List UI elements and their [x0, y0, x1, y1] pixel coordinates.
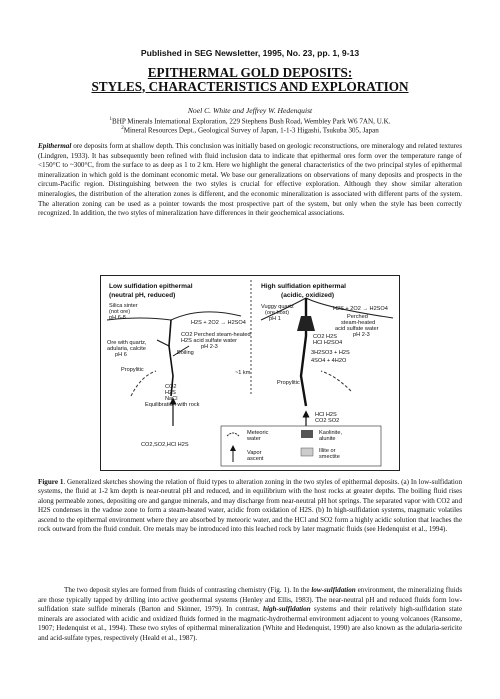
silica-label-1: Silica sinter — [109, 303, 138, 309]
caption-text: . Generalized sketches showing the relation of fluid types to alteration zoning in the two styles of epithermal deposits. (a) In low-sulfidation systems, the fluid at 1-2 km depth is near-neutral pH and reduced, and in equilibrium with the host rocks at greater depths. The boiling fluid rises along permeable zones, depositing ore and gangue minerals, and may discharge from near-neutral pH hot springs. The separated vapor with CO2 and H2S condenses in the vadose zone to form a steam-heated water, acidic from oxidation of H2S. (b) In high-sulfidation systems, magmatic volatiles ascend to the epithermal environment where they are absorbed by meteoric water, and the HCl and SO2 form a highly acidic solution that leaches the rock outward from the fluid conduit. Ore metals may be introduced into this leached rock by later magmatic fluids (see Hedenquist et al., 1994). — [38, 478, 462, 534]
low-sulfidation-term: low-sulfidation — [311, 586, 356, 594]
authors: Noel C. White and Jeffrey W. Hedenquist — [187, 106, 313, 115]
affiliation-2: $^2$Mineral Resources Dept., Geological Survey of Japan, 1-1-3 Higashi, Tsukuba 305, Japan — [121, 126, 379, 135]
legend-vapor-2: ascent — [247, 456, 264, 462]
publication-note: Published in SEG Newsletter, 1995, No. 23, pp. 1, 9-13 — [140, 48, 360, 58]
depth-label: ~1 km — [235, 370, 251, 376]
legend-illite-2: smectite — [319, 454, 340, 460]
legend-meteoric-1: Meteoric — [247, 430, 269, 436]
legend-kaolinite-1: Kaolinite, — [319, 430, 343, 436]
figure-1 — [100, 275, 400, 471]
paper-title — [0, 66, 500, 93]
perched-right-4: pH 2-3 — [353, 332, 370, 338]
fluid-h2s: H2S — [165, 390, 176, 396]
h2s-oxidation-right: H2S + 2O2 → H2SO4 — [333, 306, 388, 312]
fluid-co2: CO2 — [165, 384, 177, 390]
legend-kaolinite-swatch — [301, 430, 313, 438]
right-panel-title-2: (acidic, oxidized) — [281, 292, 335, 299]
perched-label-3: pH 2-3 — [201, 344, 218, 350]
body-text-a: The two deposit styles are formed from fluids of contrasting chemistry (Fig. 1). In the — [64, 586, 312, 594]
perched-label-2: H2S acid sulfate water — [181, 338, 237, 344]
silica-label-2: (not ore) — [109, 309, 131, 315]
legend-meteoric-2: water — [247, 436, 261, 442]
left-panel-title-2: (neutral pH, reduced) — [109, 292, 176, 299]
right-equation-2: 4SO4 + 4H2O — [311, 358, 347, 364]
right-co2-h2s: CO2 H2S — [313, 334, 337, 340]
right-conduit — [301, 298, 306, 406]
right-panel-title-1: High sulfidation epithermal — [261, 283, 346, 290]
meteoric-arrow-right — [321, 371, 351, 391]
abstract-lead: Epithermal — [38, 142, 72, 150]
body-text-c: systems and their relatively high-sulfidation state minerals are associated with acidic and oxidized fluids formed in the magmatic-hydrothermal environment adjacent to young volcanoes (Ransome, 1907; Hedenquist et al., 1994). These two styles of epithermal mineralization (White and Hedenquist, 1990) are also known as the adularia-sericite and acid-sulfate types, respectively (Heald et al., 1987). — [38, 605, 462, 642]
caption-label: Figure 1 — [38, 478, 64, 486]
abstract-text: ore deposits form at shallow depth. This conclusion was initially based on geologic reconstructions, ore mineralogy and related textures (Lindgren, 1933). It has subsequently been refined with fluid inclusion data to indicate that epithermal ores form over the temperature range of <150°C to ~300°C, from the surface to as deep as 1 to 2 km. Here we highlight the general characteristics of the two principal styles of epithermal mineralization in which gold is the dominant economic metal. We base our generalizations on observations of many deposits and prospects in the circum-Pacific region. Distinguishing between the two styles is crucial for effective exploration. Although they show similar alteration mineralogies, the distribution of the alteration zones is different, and the economic mineralization is associated with different parts of the system. The alteration zoning can be used as a pointer towards the most prospective part of the system, but only when the style has been correctly recognized. In addition, the two styles of mineralization have differences in their geochemical associations. — [38, 142, 462, 218]
equilibration-label: Equilibration with rock — [145, 402, 200, 408]
body-text-b: environment, the mineralizing fluids are those typically tapped by drilling into active geothermal systems (Henley and Ellis, 1983). The near-neutral pH and reduced fluids form low-sulfidation state sulfide minerals (Barton and Skinner, 1979). In contrast, — [38, 586, 462, 614]
legend-illite-1: Illite or — [319, 448, 336, 454]
propylitic-left: Propylitic — [121, 367, 144, 373]
figure-caption — [38, 478, 462, 534]
ore-label-3: pH 6 — [115, 352, 127, 358]
h2s-oxidation-left: H2S + 2O2 → H2SO4 — [191, 320, 246, 326]
title-line-1: EPITHERMAL GOLD DEPOSITS: — [147, 65, 353, 80]
propylitic-right: Propylitic — [277, 380, 300, 386]
ore-label-1: Ore with quartz, — [107, 340, 147, 346]
silica-label-3: pH 6-8 — [109, 315, 126, 321]
figure-sketch — [101, 276, 399, 470]
affiliation-1: $^1$BHP Minerals International Exploration, 229 Stephens Bush Road, Wembley Park W6 7AN, U.K. — [109, 117, 391, 126]
meteoric-arrow-left — [131, 371, 156, 396]
right-gases-1: HCl H2S — [315, 412, 337, 418]
affiliation-2-text: Mineral Resources Dept., Geological Survey of Japan, 1-1-3 Higashi, Tsukuba 305, Japan — [123, 126, 379, 135]
right-vuggy-zone — [297, 316, 315, 331]
body-paragraph-1 — [38, 586, 462, 644]
boiling-label: Boiling — [177, 350, 194, 356]
fluid-nacl: NaCl — [165, 396, 178, 402]
right-equation-1: 3H2SO3 + H2S — [311, 350, 350, 356]
perched-label-1: CO2 Perched steam-heated — [181, 332, 251, 338]
vuggy-label-3: pH 1 — [269, 316, 281, 322]
vuggy-label-1: Vuggy quartz — [261, 304, 294, 310]
perched-right-2: steam-heated — [341, 320, 376, 326]
affiliation-1-text: BHP Minerals International Exploration, 229 Stephens Bush Road, Wembley Park W6 7AN, U.K. — [112, 117, 391, 126]
left-panel-title-1: Low sulfidation epithermal — [109, 283, 193, 290]
abstract-paragraph — [38, 142, 462, 219]
legend-illite-swatch — [301, 448, 313, 456]
vuggy-label-2: (ore host) — [265, 310, 289, 316]
legend-vapor-1: Vapor — [247, 450, 262, 456]
right-gases-2: CO2 SO2 — [315, 418, 340, 424]
magmatic-gases-left: CO2,SO2,HCl H2S — [141, 442, 189, 448]
title-line-2: STYLES, CHARACTERISTICS AND EXPLORATION — [91, 78, 409, 94]
high-sulfidation-term: high-sulfidation — [263, 605, 311, 614]
perched-right-1: Perched — [347, 314, 368, 320]
legend-kaolinite-2: alunite — [319, 436, 336, 442]
perched-right-3: acid sulfate water — [335, 326, 379, 332]
ore-label-2: adularia, calcite — [107, 346, 146, 352]
right-hcl-h2so4: HCl H2SO4 — [313, 340, 343, 346]
